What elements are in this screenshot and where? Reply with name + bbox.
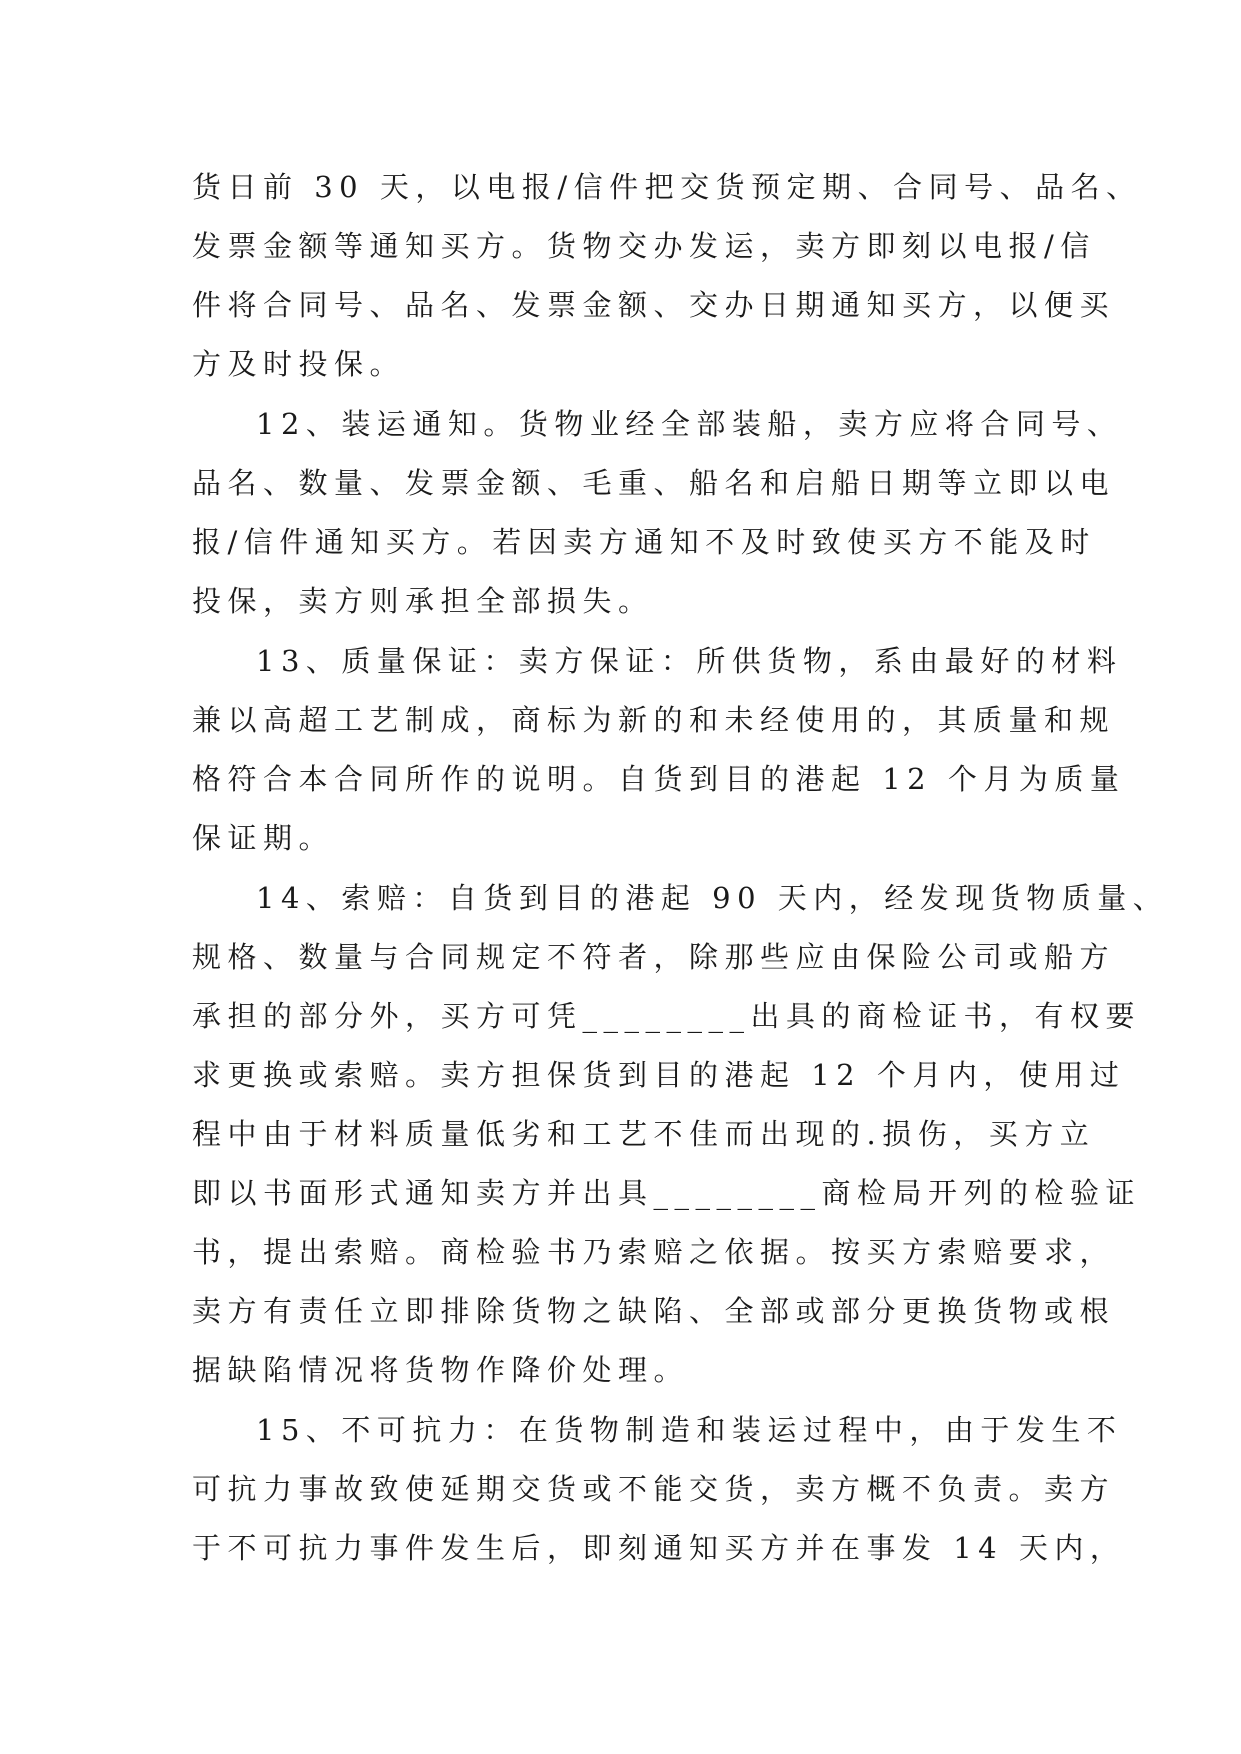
- text-line-2: 发票金额等通知买方。货物交办发运，卖方即刻以电报/信: [192, 229, 1096, 263]
- text-line-17: 程中由于材料质量低劣和工艺不佳而出现的.损伤，买方立: [192, 1117, 1096, 1151]
- text-line-23: 可抗力事故致使延期交货或不能交货，卖方概不负责。卖方: [192, 1472, 1116, 1506]
- text-line-19: 书，提出索赔。商检验书乃索赔之依据。按买方索赔要求，: [192, 1235, 1116, 1269]
- text-line-8: 投保，卖方则承担全部损失。: [192, 584, 654, 618]
- clause-13-heading-line: 13、质量保证：卖方保证：所供货物，系由最好的材料: [256, 644, 1123, 678]
- clause-14-heading-line: 14、索赔：自货到目的港起 90 天内，经发现货物质量、: [256, 881, 1169, 915]
- text-line-21: 据缺陷情况将货物作降价处理。: [192, 1353, 690, 1387]
- text-line-6: 品名、数量、发票金额、毛重、船名和启船日期等立即以电: [192, 466, 1116, 500]
- text-line-16: 求更换或索赔。卖方担保货到目的港起 12 个月内，使用过: [192, 1058, 1126, 1092]
- text-line-7: 报/信件通知买方。若因卖方通知不及时致使买方不能及时: [192, 525, 1096, 559]
- text-line-24: 于不可抗力事件发生后，即刻通知买方并在事发 14 天内，: [192, 1531, 1126, 1565]
- text-line-20: 卖方有责任立即排除货物之缺陷、全部或部分更换货物或根: [192, 1294, 1116, 1328]
- text-line-10: 兼以高超工艺制成，商标为新的和未经使用的，其质量和规: [192, 703, 1116, 737]
- text-line-14: 规格、数量与合同规定不符者，除那些应由保险公司或船方: [192, 940, 1116, 974]
- text-line-18: 即以书面形式通知卖方并出具________商检局开列的检验证: [192, 1176, 1142, 1210]
- text-line-3: 件将合同号、品名、发票金额、交办日期通知买方，以便买: [192, 288, 1116, 322]
- clause-15-heading-line: 15、不可抗力：在货物制造和装运过程中，由于发生不: [256, 1413, 1123, 1447]
- text-line-4: 方及时投保。: [192, 347, 406, 381]
- document-body: [192, 158, 1169, 1578]
- text-line-11: 格符合本合同所作的说明。自货到目的港起 12 个月为质量: [192, 762, 1126, 796]
- clause-12-heading-line: 12、装运通知。货物业经全部装船，卖方应将合同号、: [256, 407, 1123, 441]
- text-line-15: 承担的部分外，买方可凭________出具的商检证书，有权要: [192, 999, 1142, 1033]
- text-line-1: 货日前 30 天，以电报/信件把交货预定期、合同号、品名、: [192, 170, 1142, 204]
- text-line-12: 保证期。: [192, 821, 335, 855]
